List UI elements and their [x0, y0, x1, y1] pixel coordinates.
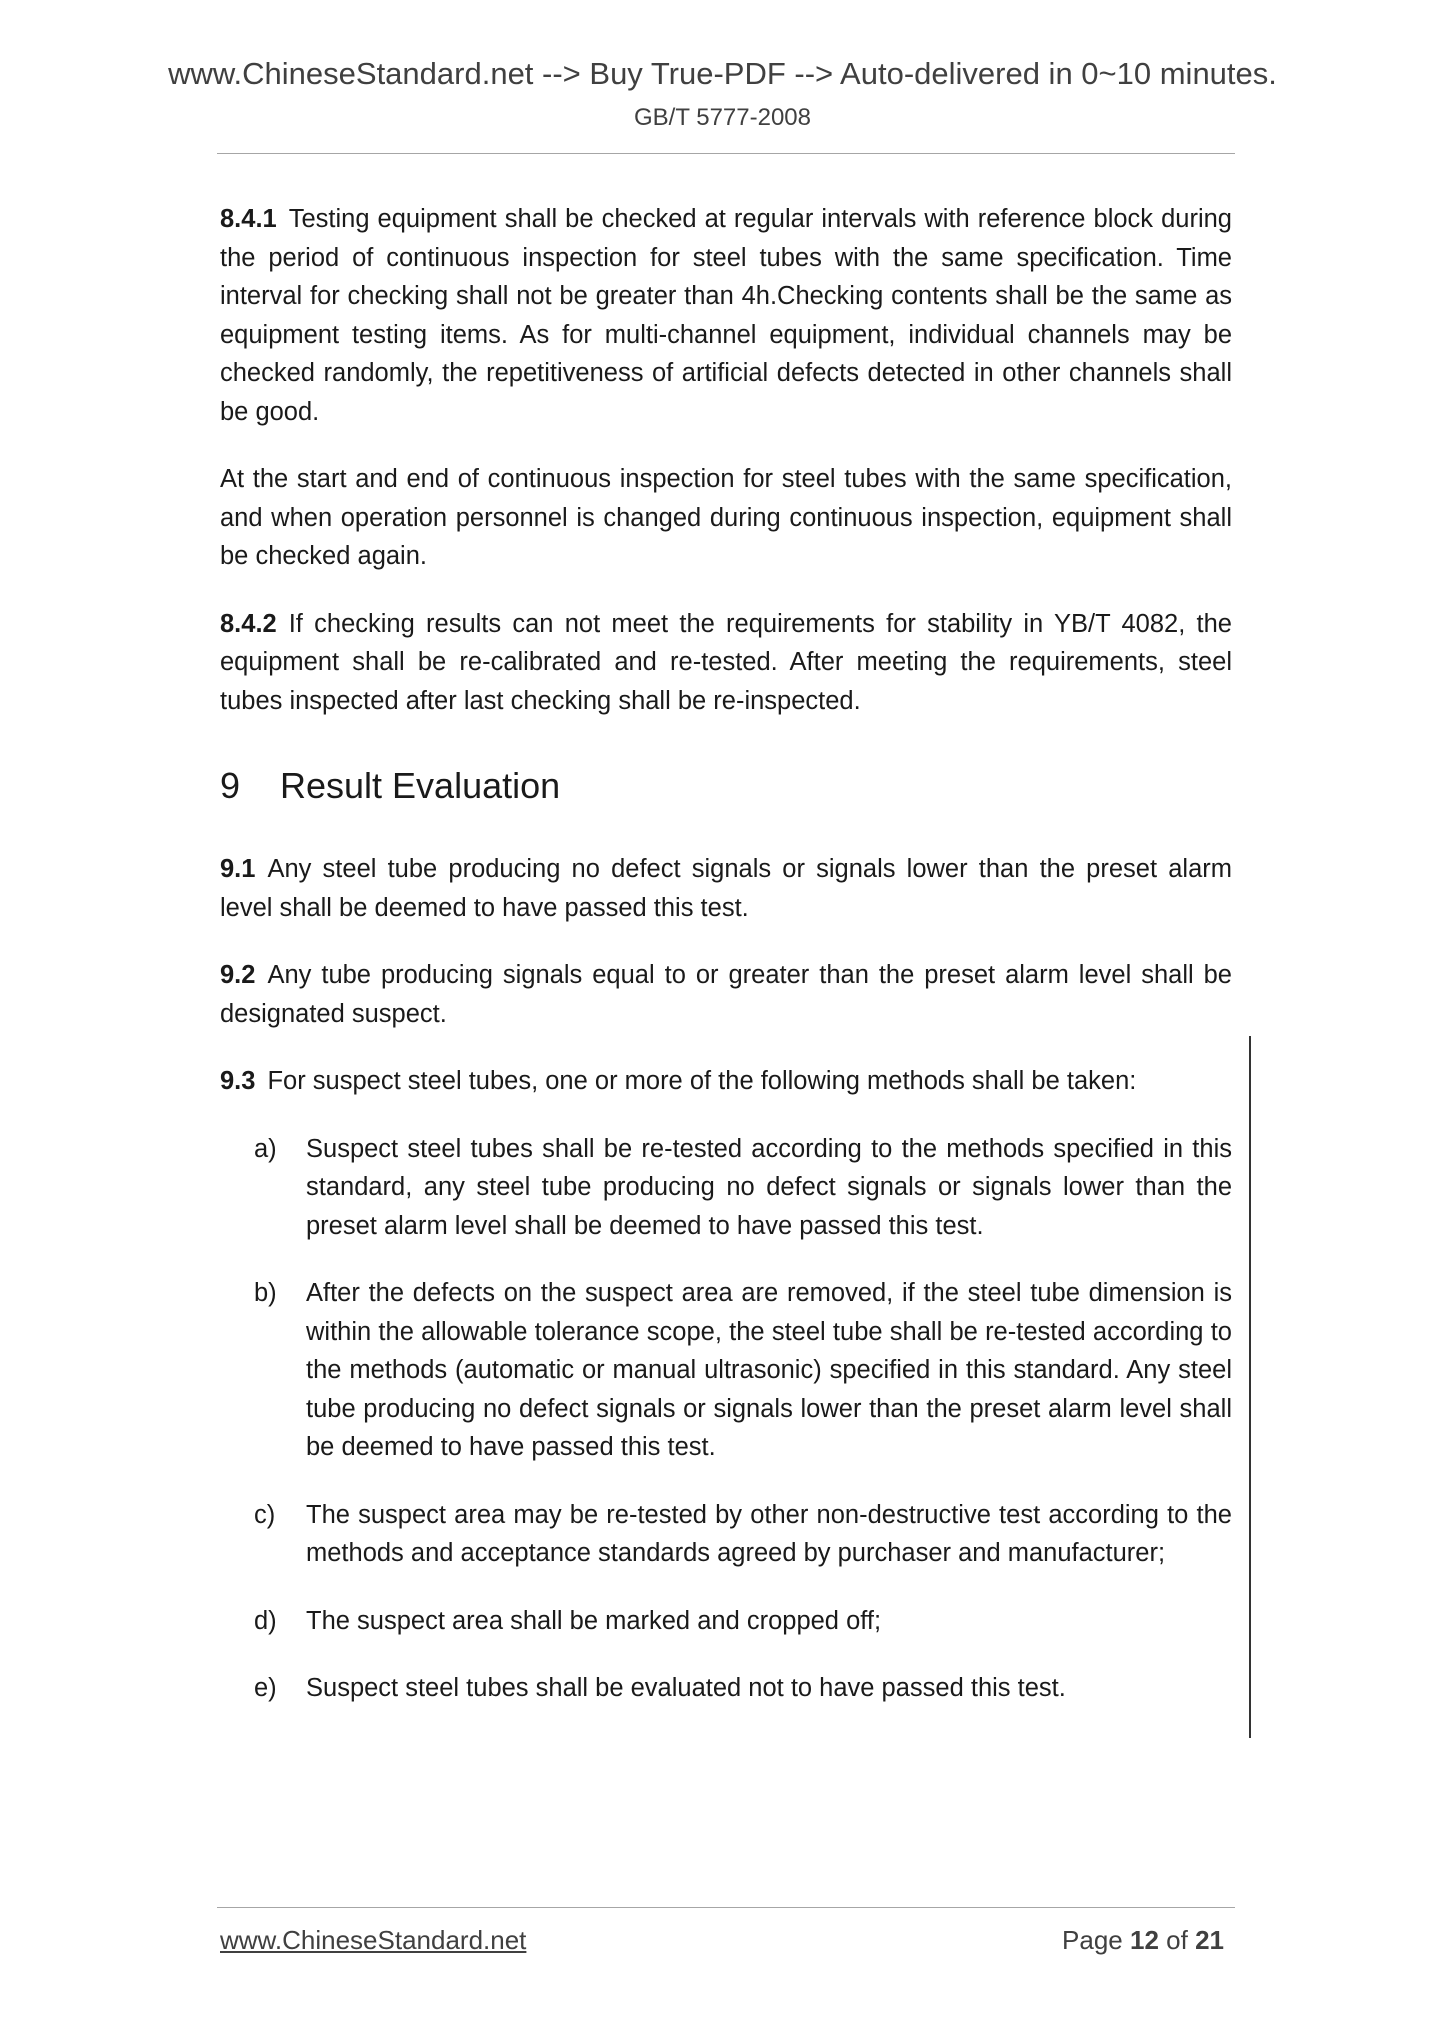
- list-marker: a): [254, 1134, 277, 1163]
- list-marker: b): [254, 1279, 277, 1307]
- clause-text: For suspect steel tubes, one or more of the following methods shall be taken:: [267, 1067, 1137, 1095]
- list-marker: d): [254, 1606, 277, 1635]
- list-item: [220, 1130, 1232, 1246]
- list-item: [220, 1669, 1232, 1708]
- section-title: Result Evaluation: [280, 765, 561, 806]
- list-item-text: Suspect steel tubes shall be evaluated not to have passed this test.: [306, 1674, 1066, 1702]
- header-banner: www.ChineseStandard.net --> Buy True-PDF --> Auto-delivered in 0~10 minutes.: [168, 56, 1277, 91]
- list-item: [220, 1274, 1232, 1467]
- clause-text: If checking results can not meet the requirements for stability in YB/T 4082, the equipment shall be re-calibrated and re-tested. After meeting the requirements, steel tubes inspected after last checking shall be re-inspected.: [220, 609, 1232, 715]
- page-content: [220, 200, 1232, 1737]
- clause-text: Any steel tube producing no defect signals or signals lower than the preset alarm level shall be deemed to have passed this test.: [220, 855, 1232, 922]
- section-number: 9: [220, 765, 241, 806]
- list-item-text: The suspect area may be re-tested by other non-destructive test according to the methods and acceptance standards agreed by purchaser and manufacturer;: [306, 1500, 1232, 1567]
- method-list: [220, 1130, 1232, 1708]
- clause-number: 9.3: [220, 1067, 256, 1095]
- clause-number: 8.4.1: [220, 205, 277, 233]
- revision-bar: [1249, 1036, 1251, 1738]
- page-prefix: Page: [1062, 1925, 1123, 1955]
- clause-text: Any tube producing signals equal to or greater than the preset alarm level shall be designated suspect.: [220, 961, 1232, 1028]
- clause-number: 9.1: [220, 855, 256, 883]
- page-of: of: [1166, 1925, 1188, 1955]
- clause-number: 9.2: [220, 961, 256, 989]
- clause-9-2: [220, 956, 1232, 1033]
- clause-9-1: [220, 850, 1232, 927]
- list-item-text: The suspect area shall be marked and cropped off;: [306, 1606, 882, 1635]
- list-marker: e): [254, 1674, 277, 1702]
- clause-number: 8.4.2: [220, 609, 277, 638]
- clause-8-4-2: [220, 605, 1232, 721]
- footer-divider: [217, 1907, 1235, 1908]
- list-item-text: After the defects on the suspect area are removed, if the steel tube dimension is within the allowable tolerance scope, the steel tube shall be re-tested according to the methods (automatic or manual ultrasonic) specified in this standard. Any steel tube producing no defect signals or signals lower than the preset alarm level shall be deemed to have passed this test.: [306, 1279, 1232, 1461]
- footer-link[interactable]: www.ChineseStandard.net: [220, 1925, 527, 1955]
- clause-text: Testing equipment shall be checked at regular intervals with reference block during the period of continuous inspection for steel tubes with the same specification. Time interval for checking shall not be greater than 4h.Checking contents shall be the same as equipment testing items. As for multi-channel equipment, individual channels may be checked randomly, the repetitiveness of artificial defects detected in other channels shall be good.: [220, 205, 1232, 426]
- clause-8-4-1: [220, 200, 1232, 431]
- standard-number: GB/T 5777-2008: [633, 104, 811, 131]
- list-marker: c): [254, 1500, 276, 1529]
- page-number: [1062, 1925, 1224, 1956]
- list-item: [220, 1602, 1232, 1641]
- section-heading: [220, 766, 1232, 806]
- clause-9-3: [220, 1062, 1232, 1101]
- list-item-text: Suspect steel tubes shall be re-tested according to the methods specified in this standard, any steel tube producing no defect signals or signals lower than the preset alarm level shall be deemed to have passed this test.: [306, 1134, 1232, 1240]
- clause-8-4-1-continued: At the start and end of continuous inspection for steel tubes with the same specification, and when operation personnel is changed during continuous inspection, equipment shall be checked again.: [220, 465, 1232, 570]
- header-divider: [217, 153, 1235, 154]
- page-current: 12: [1130, 1925, 1159, 1955]
- list-item: [220, 1496, 1232, 1573]
- page-total: 21: [1195, 1925, 1224, 1955]
